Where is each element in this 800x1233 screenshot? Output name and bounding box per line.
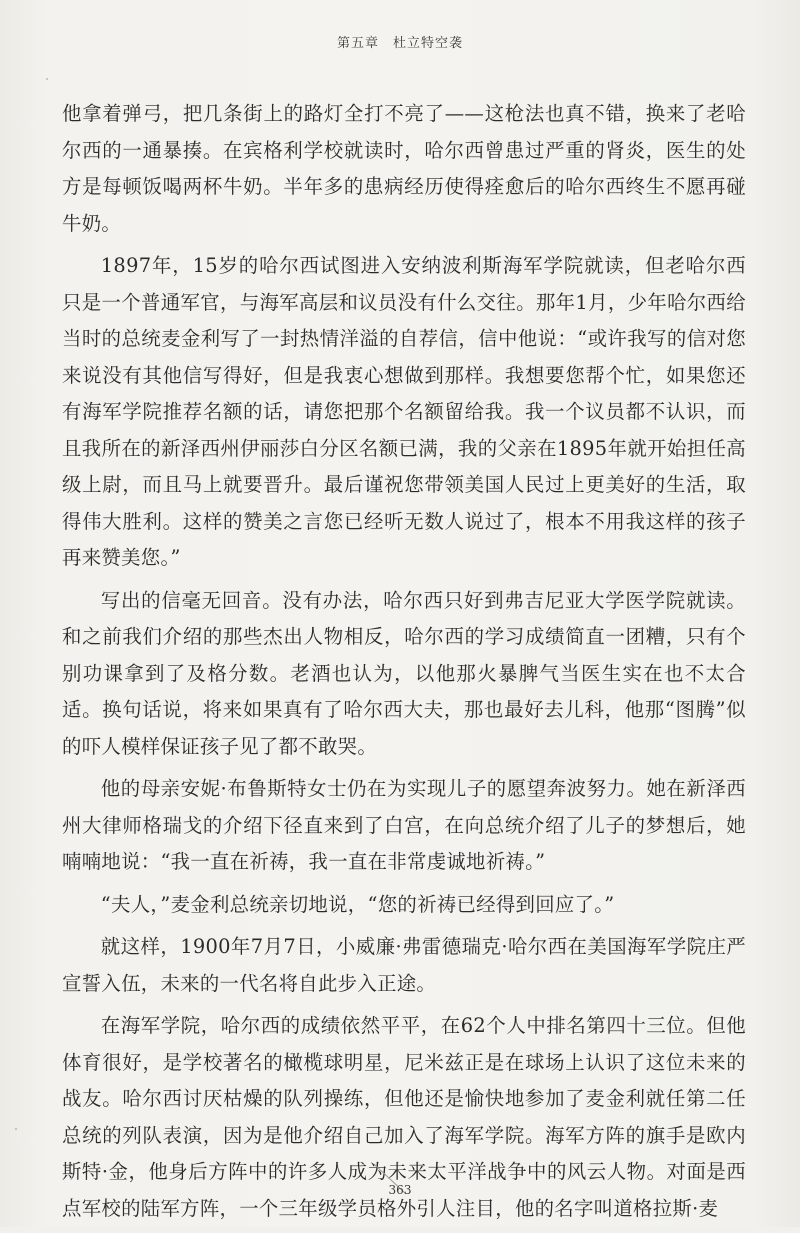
paper-speck <box>15 1128 17 1130</box>
paragraph: 写出的信毫无回音。没有办法，哈尔西只好到弗吉尼亚大学医学院就读。和之前我们介绍的那些杰出人物相反，哈尔西的学习成绩简直一团糟，只有个别功课拿到了及格分数。老酒也认为，以他那火暴脾气当医生实在也不太合适。换句话说，将来如果真有了哈尔西大夫，那也最好去儿科，他那“图腾”似的吓人模样保证孩子见了都不敢哭。 <box>62 588 746 758</box>
paper-speck <box>46 78 48 80</box>
paragraph: 他拿着弹弓，把几条街上的路灯全打不亮了——这枪法也真不错，换来了老哈尔西的一通暴揍。在宾格利学校就读时，哈尔西曾患过严重的肾炎，医生的处方是每顿饭喝两杯牛奶。半年多的患病经历使得痊愈后的哈尔西终生不愿再碰牛奶。 <box>62 102 746 235</box>
page-number: 363 <box>388 1183 412 1197</box>
paragraph: 在海军学院，哈尔西的成绩依然平平，在62个人中排名第四十三位。但他体育很好，是学校著名的橄榄球明星，尼米兹正是在球场上认识了这位未来的战友。哈尔西讨厌枯燥的队列操练，但他还是愉快地参加了麦金利就任第二任总统的列队表演，因为是他介绍自己加入了海军学院。海军方阵的旗手是欧内斯特·金，他身后方阵中的许多人成为未来太平洋战争中的风云人物。对面是西点军校的陆军方阵，一个三年级学员格外引人注目，他的名字叫道格拉斯·麦 <box>62 1014 746 1220</box>
paragraph: 他的母亲安妮·布鲁斯特女士仍在为实现儿子的愿望奔波努力。她在新泽西州大律师格瑞戈的介绍下径直来到了白宫，在向总统介绍了儿子的梦想后，她喃喃地说：“我一直在祈祷，我一直在非常虔诚地祈祷。” <box>62 777 746 873</box>
paragraph: “夫人，”麦金利总统亲切地说，“您的祈祷已经得到回应了。” <box>100 892 615 916</box>
paragraph: 就这样，1900年7月7日，小威廉·弗雷德瑞克·哈尔西在美国海军学院庄严宣誓入伍，未来的一代名将自此步入正途。 <box>62 935 746 995</box>
running-head: 第五章 杜立特空袭 <box>336 36 463 51</box>
body-text <box>62 96 746 1233</box>
paragraph: 1897年，15岁的哈尔西试图进入安纳波利斯海军学院就读，但老哈尔西只是一个普通军官，与海军高层和议员没有什么交往。那年1月，少年哈尔西给当时的总统麦金利写了一封热情洋溢的自荐信，信中他说：“或许我写的信对您来说没有其他信写得好，但是我衷心想做到那样。我想要您帮个忙，如果您还有海军学院推荐名额的话，请您把那个名额留给我。我一个议员都不认识，而且我所在的新泽西州伊丽莎白分区名额已满，我的父亲在1895年就开始担任高级上尉，而且马上就要晋升。最后谨祝您带领美国人民过上更美好的生活，取得伟大胜利。这样的赞美之言您已经听无数人说过了，根本不用我这样的孩子再来赞美您。” <box>62 254 746 569</box>
